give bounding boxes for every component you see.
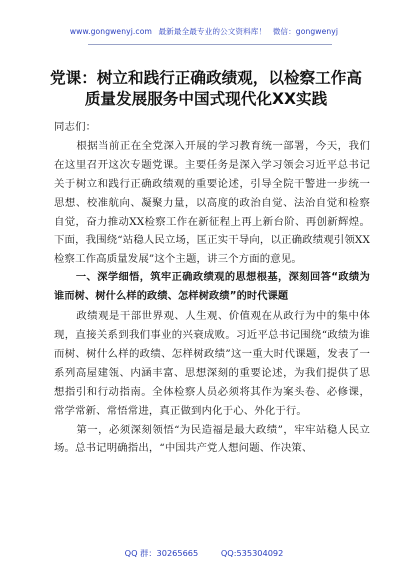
body-paragraph-1: 政绩观是干部世界观、人生观、价值观在从政行为中的集中体现，直接关系到我们事业的兴衰成败。习近平总书记围绕“政绩为谁而树、树什么样的政绩、怎样树政绩”这一重大时代课题，发表了一系列高屋建瓴、内涵丰富、思想深刻的重要论述，为我们提供了思想指引和行动指南。全体检察人员必须将其作为案头卷、必修课，常学常新、常悟常进，真正做到内化于心、外化于行。 [54,310,370,417]
site-header [0,26,408,37]
wechat-id: 微信：gongwenyj [272,27,339,36]
site-url-link[interactable]: www.gongwenyj.com [69,27,152,36]
site-slogan: 最新最全最专业的公文资料库！ [158,27,267,36]
qq-group: QQ 群：30265665 [124,548,199,558]
body-paragraph-intro: 根据当前正在全党深入开展的学习教育统一部署，今天，我们在这里召开这次专题党课。主要任务是深入学习领会习近平总书记关于树立和践行正确政绩观的重要论述，引导全院干警进一步统一思想、校准航向、凝聚力量，以高度的政治自觉、法治自觉和检察自觉，奋力推动XX检察工作在新征程上再上新台阶、再创新辉煌。下面，我围绕“站稳人民立场，匡正实干导向，以正确政绩观引领XX检察工作高质量发展”这个主题，讲三个方面的意见。 [54,139,370,266]
body-paragraph-2: 第一，必须深刻领悟“为民造福是最大政绩”，牢牢站稳人民立场。总书记明确指出，“中国共产党人想问题、作决策、 [54,423,370,455]
header-divider [88,44,332,45]
document-body [54,118,370,458]
greeting: 同志们： [54,121,97,133]
section-heading-1: 一、深学细悟，筑牢正确政绩观的思想根基，深刻回答“政绩为谁而树、树什么样的政绩、怎样树政绩”的时代课题 [54,272,370,303]
qq-contact: QQ:535304092 [220,548,284,558]
page-footer [0,548,408,559]
document-title: 党课：树立和践行正确政绩观，以检察工作高质量发展服务中国式现代化XX实践 [50,69,362,108]
